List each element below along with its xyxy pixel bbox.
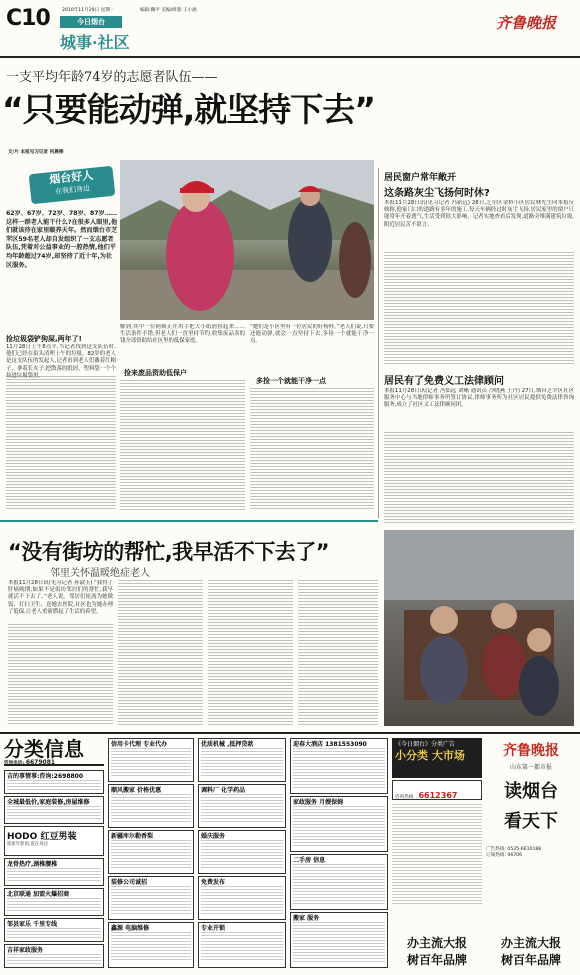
paper-logo: 齐鲁晚报 — [496, 14, 557, 32]
classified-col4 — [290, 738, 388, 970]
right-title3: 居民有了免费义工法律顾问 — [384, 376, 504, 387]
ad-c4-1[interactable] — [290, 738, 388, 794]
ad-subscribe-label: 订阅热线: — [486, 853, 506, 858]
main-col1-more — [6, 376, 116, 510]
ad-c3-2-title: 调料厂 化学药品 — [201, 787, 246, 794]
ad-c2-3[interactable] — [108, 830, 194, 874]
ad-phone-label: 咨询热线 — [395, 795, 414, 800]
badge-line1: 烟台好人 — [48, 168, 94, 187]
ad-top-label: 《今日烟台》分类广告 — [395, 741, 456, 748]
main-kicker: 一支平均年龄74岁的志愿者队伍—— — [6, 70, 218, 85]
right-title1: 居民窗户常年敞开 — [384, 173, 457, 183]
ad-c3-3-lines — [201, 840, 283, 868]
ad-2-lines — [7, 806, 101, 820]
second-photo — [384, 530, 574, 726]
ad-c4-4-lines — [293, 922, 385, 962]
ad-c3-2-lines — [201, 794, 283, 822]
classified-title-box — [4, 738, 104, 766]
ad-1[interactable] — [4, 770, 104, 794]
right-title2: 这条路灰尘飞扬何时休? — [384, 188, 490, 199]
page-header — [0, 0, 580, 60]
ad-3[interactable] — [4, 826, 104, 856]
ad-c3-4-lines — [201, 886, 283, 914]
ad-hotline-label: 广告热线: — [486, 847, 506, 852]
classified-title: 分类信息 — [4, 737, 84, 761]
ad-c2-5-lines — [111, 932, 191, 962]
ad-c3-4-title: 免费发布 — [201, 879, 226, 886]
ad-c2-2-title: 顺风搬家 价格优惠 — [111, 787, 162, 794]
right-ad-panel — [392, 738, 576, 970]
editor-line: 编辑:鞠平 美编/组版:王小涵 — [140, 8, 197, 13]
ad-c2-4[interactable] — [108, 876, 194, 920]
ad-c2-4-title: 装修公司诚招 — [111, 879, 148, 886]
second-col-c — [208, 580, 293, 726]
ad-5-title: 北京联通 加盟火爆招商 — [7, 891, 70, 898]
ad-c4-4[interactable] — [290, 912, 388, 968]
second-col-a — [8, 624, 113, 726]
good-people-badge — [29, 166, 116, 205]
ad-3-title: HODO 红豆男装 — [7, 832, 77, 842]
ad-footer-left — [392, 934, 482, 968]
classified-col1 — [4, 770, 104, 970]
ad-c3-1-title: 优质机械 ,抵押贷款 — [201, 741, 254, 748]
ad-c2-3-lines — [111, 840, 191, 868]
right-body2-more — [384, 432, 574, 524]
main-headline: “只要能动弹,就坚持下去” — [2, 90, 375, 129]
main-col2: 解到,其中一位阿姨正在用手把大小纸屑捡起来……生活条件不错,但老人们一直坚持节约,收集废品卖的钱全部资助给社区里的低保家庭。 — [120, 324, 245, 345]
ad-c3-5-title: 专业开锁 — [201, 925, 226, 932]
ad-c2-4-lines — [111, 886, 191, 914]
ad-slogan-big2: 看天下 — [504, 811, 558, 832]
ad-sub1: 办主流大报 — [406, 936, 467, 950]
main-byline: 文/片 本报见习记者 何晨棒 — [8, 150, 64, 155]
ad-subscribe: 96706 — [507, 853, 523, 858]
ad-c2-2-lines — [111, 794, 191, 822]
main-sub3: 多捡一个就能干净一点 — [256, 377, 326, 385]
ad-c4-3-title: 二手房 信息 — [293, 857, 326, 864]
ad-c4-3-lines — [293, 864, 385, 904]
ad-phone1: 6612367 — [418, 791, 458, 800]
badge-line2: 在我们身边 — [54, 184, 91, 196]
ad-6-lines — [7, 928, 101, 938]
second-body: 本报11月28日讯(见习记者 孙淑玉) “我得了肝癌晚期,如果不是街坊邻居们的帮忙,我早就活不下去了。”老人说。邻居们轮流为她做饭、打扫卫生、送她去医院,社区也为她办理了低保,让老人重新燃起了生活的希望。 — [8, 580, 113, 615]
second-col-b — [118, 580, 203, 726]
ad-2-title: 全城最低价,家庭装修,房屋维修 — [7, 799, 90, 806]
ad-7-title: 吉祥家政服务 — [7, 947, 44, 954]
section-label — [60, 16, 122, 28]
ad-6[interactable] — [4, 918, 104, 942]
main-sub1: 捡垃圾袋铲狗屎,两年了! — [6, 335, 82, 343]
ad-c2-1-title: 信用卡代理 专业代办 — [111, 741, 168, 748]
main-col3-more — [250, 388, 374, 510]
ad-slogan-big1: 读烟台 — [504, 781, 558, 802]
ad-1-title: 吉的事情事:咨询:2698800 — [7, 773, 84, 780]
ad-hotline: 0535-6610188 — [507, 847, 542, 852]
section-divider — [0, 520, 378, 522]
main-photo — [120, 160, 374, 320]
right-body: 本报11月28日讯(见习记者 冯新远) 28日,芝罘区金桥小区居民林先生向本报反映称,他家门口的道路有多年的施工,每天车辆经过时灰尘飞扬,居民家里的窗户只能常年开着透气,生活受到很大影响。记者实地查看后发现,道路旁堆满建筑垃圾,附近居民苦不堪言。 — [384, 200, 574, 228]
second-headline: “没有街坊的帮忙,我早活不下去了” — [8, 540, 330, 564]
ad-c3-2[interactable] — [198, 784, 286, 828]
photo2-illustration — [384, 530, 574, 726]
header-rule — [0, 56, 580, 58]
ad-c2-5[interactable] — [108, 922, 194, 968]
ad-c3-4[interactable] — [198, 876, 286, 920]
date-line: 2010年11月29日 星期一 — [62, 8, 115, 13]
classified-phone-label: 咨询电话: — [4, 761, 25, 766]
classified-phone: 6679081 — [25, 759, 56, 766]
ad-7-lines — [7, 954, 101, 964]
ad-5[interactable] — [4, 888, 104, 916]
ad-sub1-right: 办主流大报 — [500, 936, 561, 950]
main-col2-more — [120, 380, 245, 510]
ad-left-lines — [392, 804, 482, 904]
ad-c2-1[interactable] — [108, 738, 194, 782]
section-title: 城事·社区 — [60, 33, 130, 52]
ad-c4-1-lines — [293, 748, 385, 788]
ad-c4-3[interactable] — [290, 854, 388, 910]
ad-subscribe-row — [486, 853, 576, 859]
ad-6-title: 邹县家乐 千里专线 — [7, 921, 58, 928]
ad-c3-5[interactable] — [198, 922, 286, 968]
ad-4-lines — [7, 868, 101, 882]
main-col1: 11月28日上午8点半,当记者找到这支队伍时,他们已经在街头清理上午的垃圾。82岁的老人是这支队伍的发起人,记者看到老人们戴着红帽子、拿着长夹子,把散落的纸屑、塑料袋一个个捡进垃圾袋里。 — [6, 344, 116, 379]
second-sub: 邻里关怀温暖绝症老人 — [50, 568, 150, 579]
ad-sub2-right: 树百年品牌 — [500, 953, 561, 967]
main-sub2: 捡来废品资助低保户 — [124, 369, 187, 377]
ad-c3-1-lines — [201, 748, 283, 776]
ad-logo: 齐鲁晚报 — [503, 743, 559, 759]
ad-c3-1[interactable] — [198, 738, 286, 782]
ad-5-lines — [7, 898, 101, 912]
ad-c2-1-lines — [111, 748, 191, 776]
page-code: C10 — [6, 6, 50, 31]
right-body2: 本报11月28日讯(记者 冯仙远 刘晰 通讯员 冷晓燕 王丹) 27日,烟台芝罘区社区服务中心与当地律师事务所签订协议,律师事务所为社区居民提供免费法律咨询服务,成立了社区义工法律顾问团。 — [384, 388, 574, 409]
ad-4-title: 龙骨热疗,颈椎腰椎 — [7, 861, 58, 868]
ad-c3-3-title: 婚庆服务 — [201, 833, 226, 840]
ad-sub2: 树百年品牌 — [406, 953, 467, 967]
right-story-divider — [378, 168, 379, 518]
ad-c4-1-title: 迎春大酒店 1381553090 — [293, 741, 367, 748]
ad-c3-5-lines — [201, 932, 283, 962]
ad-1-lines — [7, 780, 101, 790]
ad-c2-5-title: 鑫源 电脑维修 — [111, 925, 150, 932]
classified-rule — [0, 732, 580, 734]
ad-2[interactable] — [4, 796, 104, 824]
ad-c4-4-title: 搬家 服务 — [293, 915, 320, 922]
section-top-label: 今日烟台 — [77, 18, 105, 26]
main-intro: 62岁、67岁、72岁、78岁、87岁……这样一群老人能干什么?在很多人眼里,他们就该待在家里颐养天年。然而烟台市芝罘区59名老人却自发组织了一支志愿者队伍,凭着对公益事业的一腔热情,他们平均年龄超过74岁,却坚持了近十年,为社区服务。 — [6, 210, 118, 269]
ad-c2-2[interactable] — [108, 784, 194, 828]
ad-4[interactable] — [4, 858, 104, 886]
classified-col2 — [108, 738, 194, 970]
second-col-d — [298, 580, 378, 726]
main-col3: “她们是小区里有一位居民的好榜样。”老人们说,只要还能动弹,就会一直坚持下去,多捡一个就能干净一点。 — [250, 324, 374, 345]
ad-banner-top — [392, 738, 482, 778]
ad-c4-2-lines — [293, 806, 385, 846]
ad-phone-box — [392, 780, 482, 800]
ad-3-sub: 迎新年促销,爱在身边 — [7, 842, 48, 847]
ad-big1: 小分类 大市场 — [395, 749, 465, 762]
ad-c3-3[interactable] — [198, 830, 286, 874]
ad-c4-2-title: 家政服务 月嫂保姆 — [293, 799, 344, 806]
right-body-more — [384, 252, 574, 364]
ad-slogan-top: 山东第一都市报 — [509, 764, 552, 771]
classified-col3 — [198, 738, 286, 970]
ad-c2-3-title: 新疆库尔勒香梨 — [111, 833, 154, 840]
ad-7[interactable] — [4, 944, 104, 968]
ad-c4-2[interactable] — [290, 796, 388, 852]
classified-phone-row — [4, 760, 104, 767]
photo-illustration — [120, 160, 374, 320]
ad-footer-right — [486, 934, 576, 968]
